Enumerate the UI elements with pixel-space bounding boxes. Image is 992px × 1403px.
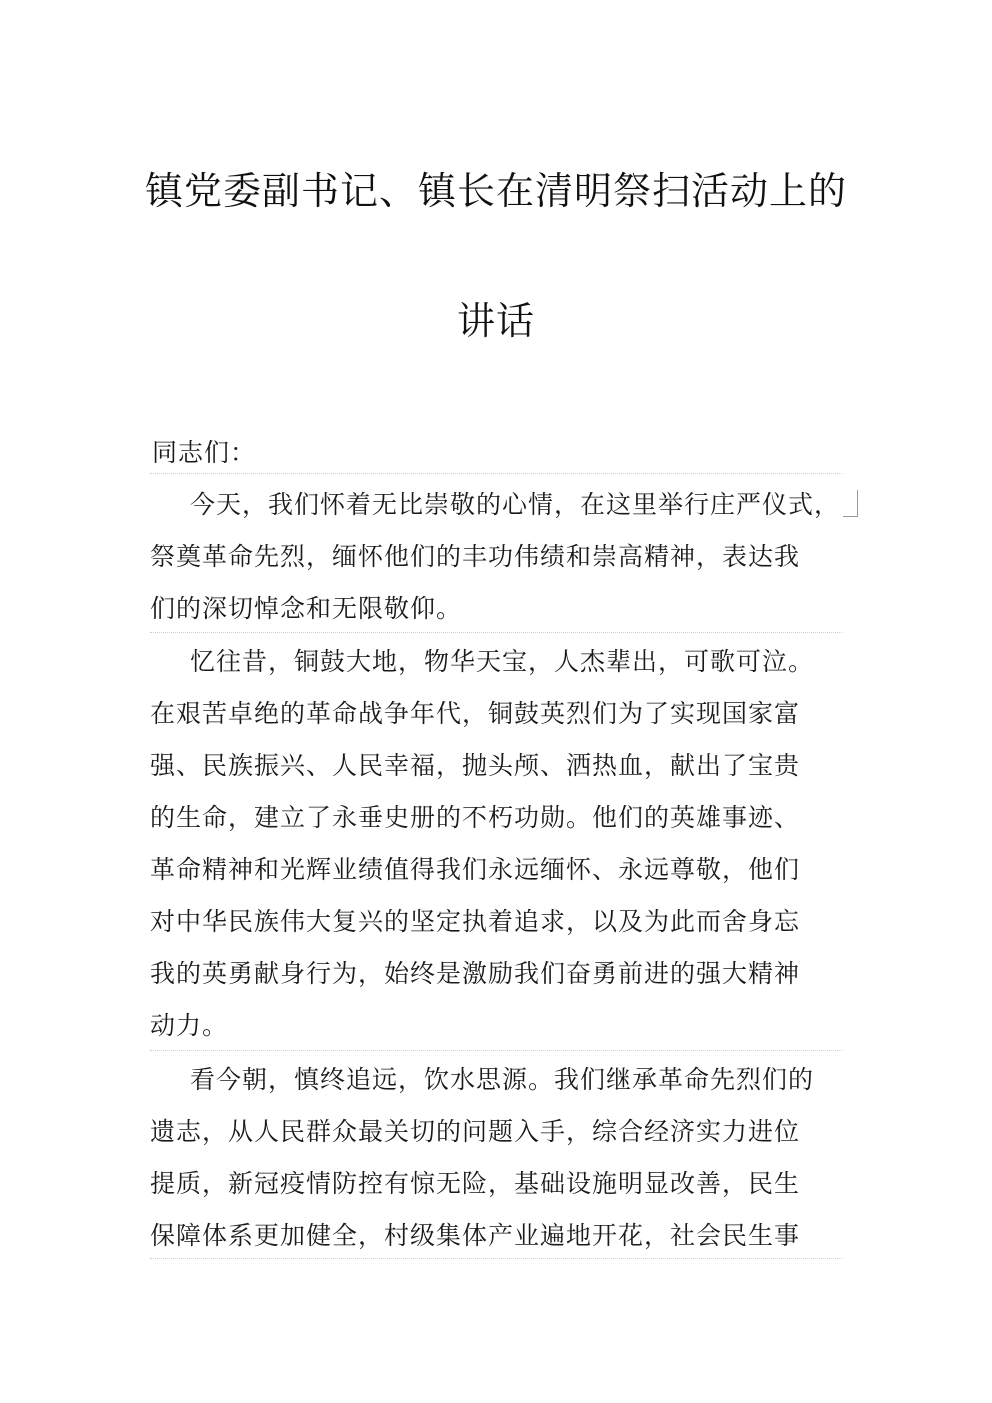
paragraph-divider bbox=[150, 632, 842, 633]
paragraph-2-line-2: 在艰苦卓绝的革命战争年代，铜鼓英烈们为了实现国家富 bbox=[150, 699, 801, 728]
paragraph-3-line-3: 提质，新冠疫情防控有惊无险，基础设施明显改善，民生 bbox=[150, 1169, 801, 1198]
paragraph-divider bbox=[150, 1050, 842, 1051]
paragraph-3-line-2: 遗志，从人民群众最关切的问题入手，综合经济实力进位 bbox=[150, 1117, 801, 1146]
document-title-line-1: 镇党委副书记、镇长在清明祭扫活动上的 bbox=[144, 169, 847, 213]
paragraph-2-line-4: 的生命，建立了永垂史册的不朽功勋。他们的英雄事迹、 bbox=[150, 803, 801, 832]
margin-mark bbox=[843, 490, 858, 517]
paragraph-2-line-1: 忆往昔，铜鼓大地，物华天宝，人杰辈出，可歌可泣。 bbox=[190, 647, 815, 676]
paragraph-1-line-3: 们的深切悼念和无限敬仰。 bbox=[150, 594, 463, 623]
salutation: 同志们： bbox=[152, 438, 257, 467]
paragraph-divider bbox=[150, 473, 842, 474]
paragraph-2-line-3: 强、民族振兴、人民幸福，抛头颅、洒热血，献出了宝贵 bbox=[150, 751, 801, 780]
paragraph-1-line-1: 今天，我们怀着无比崇敬的心情，在这里举行庄严仪式， bbox=[190, 490, 841, 519]
paragraph-1-line-2: 祭奠革命先烈，缅怀他们的丰功伟绩和崇高精神，表达我 bbox=[150, 542, 801, 571]
paragraph-2-line-6: 对中华民族伟大复兴的坚定执着追求，以及为此而舍身忘 bbox=[150, 907, 801, 936]
paragraph-divider bbox=[150, 1258, 842, 1259]
paragraph-3-line-4: 保障体系更加健全，村级集体产业遍地开花，社会民生事 bbox=[150, 1221, 801, 1250]
paragraph-2-line-7: 我的英勇献身行为，始终是激励我们奋勇前进的强大精神 bbox=[150, 959, 801, 988]
document-title-line-2: 讲话 bbox=[456, 299, 535, 343]
paragraph-2-line-5: 革命精神和光辉业绩值得我们永远缅怀、永远尊敬，他们 bbox=[150, 855, 801, 884]
paragraph-2-line-8: 动力。 bbox=[150, 1011, 229, 1040]
paragraph-3-line-1: 看今朝，慎终追远，饮水思源。我们继承革命先烈们的 bbox=[190, 1065, 815, 1094]
